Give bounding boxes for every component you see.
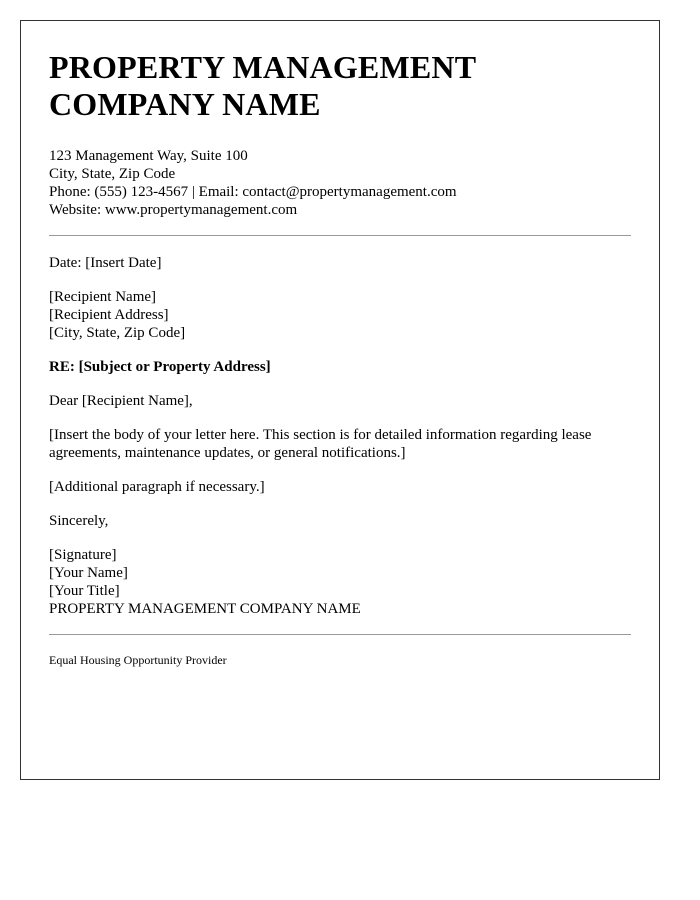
company-website-line: Website: www.propertymanagement.com bbox=[49, 202, 298, 218]
salutation: Dear [Recipient Name], bbox=[49, 393, 193, 409]
letter-date: Date: [Insert Date] bbox=[49, 255, 162, 271]
company-address-line-2: City, State, Zip Code bbox=[49, 166, 176, 182]
body-paragraph: [Insert the body of your letter here. This section is for detailed information regarding lease agreements, maintenance updates, or general notifications.] bbox=[49, 427, 592, 461]
signature-placeholder: [Signature] bbox=[49, 547, 117, 563]
recipient-address: [Recipient Address] bbox=[49, 307, 169, 323]
company-contact-line: Phone: (555) 123-4567 | Email: contact@propertymanagement.com bbox=[49, 184, 457, 200]
closing: Sincerely, bbox=[49, 513, 109, 529]
signer-title: [Your Title] bbox=[49, 583, 120, 599]
subject-line: RE: [Subject or Property Address] bbox=[49, 359, 271, 375]
company-name-heading bbox=[49, 49, 631, 123]
signer-name: [Your Name] bbox=[49, 565, 128, 581]
company-address-line-1: 123 Management Way, Suite 100 bbox=[49, 148, 248, 164]
company-name-line-1: PROPERTY MANAGEMENT bbox=[49, 49, 477, 85]
recipient-block bbox=[49, 288, 631, 342]
footer-note: Equal Housing Opportunity Provider bbox=[49, 653, 227, 667]
recipient-name: [Recipient Name] bbox=[49, 289, 157, 305]
header-divider bbox=[49, 235, 631, 236]
company-name-line-2: COMPANY NAME bbox=[49, 86, 321, 122]
letter-body bbox=[49, 254, 631, 618]
additional-paragraph: [Additional paragraph if necessary.] bbox=[49, 479, 265, 495]
footer-divider bbox=[49, 634, 631, 635]
signer-company: PROPERTY MANAGEMENT COMPANY NAME bbox=[49, 601, 361, 617]
letter-page bbox=[20, 20, 660, 780]
recipient-city: [City, State, Zip Code] bbox=[49, 325, 186, 341]
company-contact-block bbox=[49, 147, 631, 219]
signature-block bbox=[49, 546, 631, 618]
